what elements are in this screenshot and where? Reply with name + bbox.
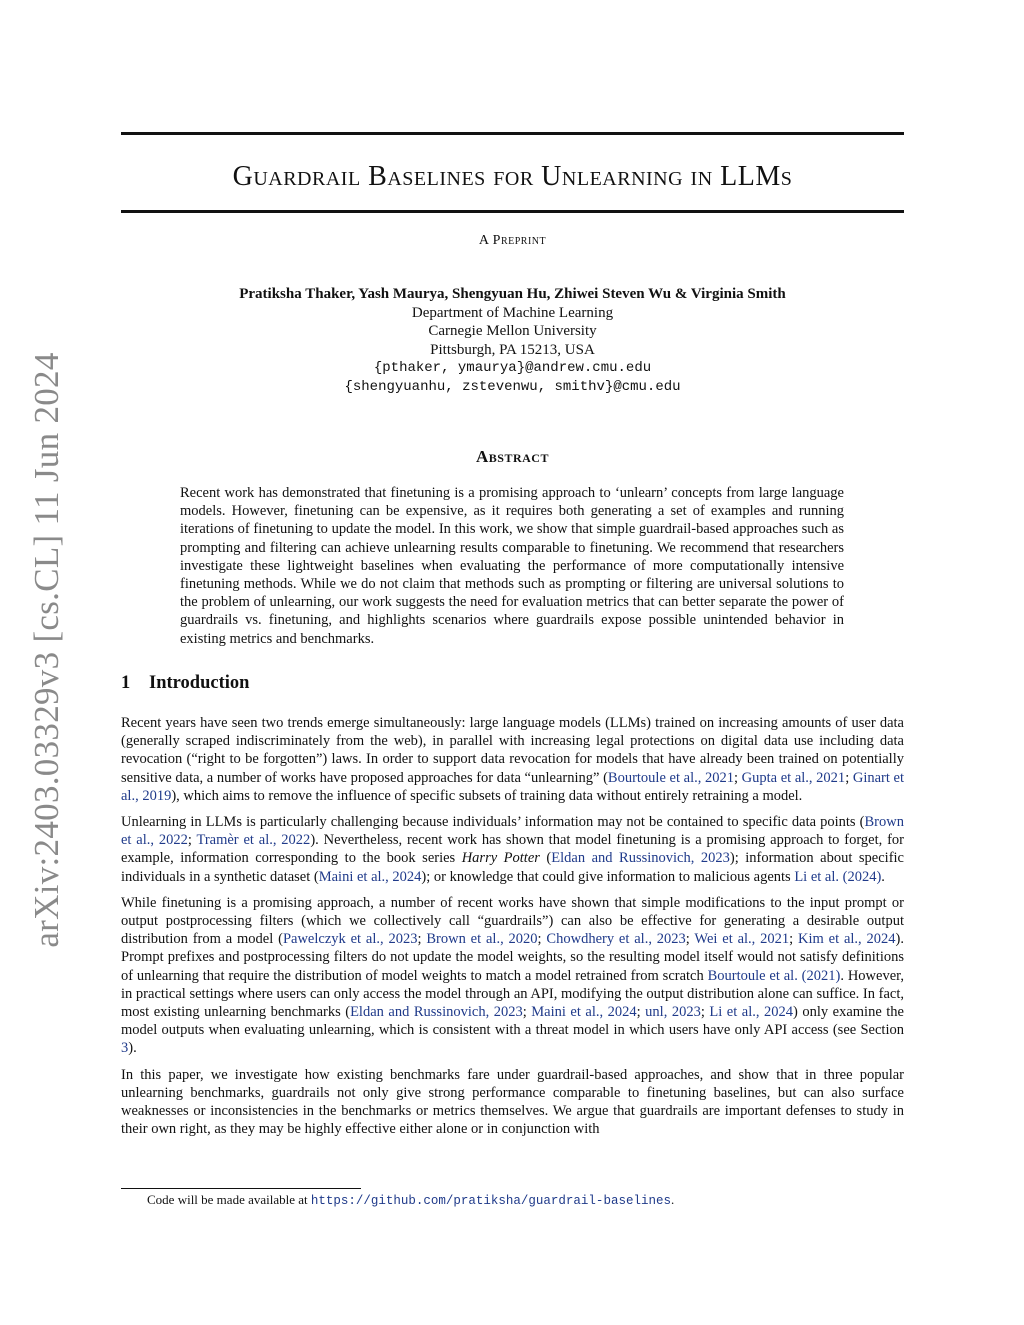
section-title: Introduction <box>149 673 250 693</box>
title-rule-bottom <box>121 210 904 213</box>
author-block <box>121 285 904 396</box>
text-run: ; <box>636 1004 646 1021</box>
text-run: ; <box>417 931 427 948</box>
text-run: ( <box>539 850 552 867</box>
text-run: . However, in practical settings where users can only access the model through an API, modifying the output distribution alone can suffice. In fact, most existing unlearning benchmarks ( <box>121 967 905 1021</box>
author-email-1: {pthaker, ymaurya}@andrew.cmu.edu <box>373 360 652 376</box>
paragraph-3 <box>121 894 904 1058</box>
footnote-end: . <box>670 1192 675 1207</box>
citation-link[interactable]: Wei et al., 2021 <box>694 931 790 948</box>
author-department: Department of Machine Learning <box>411 304 614 321</box>
citation-link[interactable]: Li et al. (2024) <box>794 868 882 885</box>
text-run: Unlearning in LLMs is particularly challenging because individuals’ information may not be contained to specific data points ( <box>121 814 865 831</box>
text-run: ; <box>733 769 742 786</box>
text-run: Recent years have seen two trends emerge simultaneously: large language models (LLMs) trained on increasing amounts of user data (generally scraped indiscriminately from the web), in parallel with increasing legal protections on digital data use including data revocation (“right to be forgotten”) laws. In order to support data revocation for models that have already been trained on potentially sensitive data, a number of works have proposed approaches for data “unlearning” ( <box>121 715 904 786</box>
author-university: Carnegie Mellon University <box>428 323 597 339</box>
text-run: . <box>881 868 885 885</box>
text-run: In this paper, we investigate how existing benchmarks fare under guardrail-based approaches, and show that in three popular unlearning benchmarks, guardrails not only give strong performance comparable to finetuning baselines, but can also surface weaknesses or inconsistencies in the benchmarks or metrics themselves. We argue that guardrails are important defenses to study in their own right, as they may be highly effective either alone or in conjunction with <box>121 1066 904 1138</box>
text-run: ; <box>537 931 547 948</box>
text-run: ) only examine the model outputs when evaluating unlearning, which is consistent with a threat model in which users have only API access (see Section <box>121 1004 904 1039</box>
citation-link[interactable]: Eldan and Russinovich, 2023 <box>350 1004 523 1021</box>
section-number: 1 <box>121 673 131 693</box>
text-run: ; <box>522 1004 532 1021</box>
section-heading-introduction <box>121 673 249 694</box>
citation-link[interactable]: Chowdhery et al., 2023 <box>546 931 686 948</box>
text-run: ). <box>128 1040 137 1057</box>
footnote-rule <box>121 1188 361 1189</box>
text-run: ). Nevertheless, recent work has shown that model finetuning is a promising approach to forget, for example, information corresponding to the book series <box>121 832 904 867</box>
author-location: Pittsburgh, PA 15213, USA <box>430 341 595 358</box>
citation-link[interactable]: Maini et al., 2024 <box>531 1004 637 1021</box>
paper-title: Guardrail Baselines for Unlearning in LLMs <box>232 161 793 192</box>
citation-link[interactable]: Li et al., 2024 <box>709 1004 793 1021</box>
citation-link[interactable]: Brown et al., 2020 <box>426 931 538 948</box>
text-run: ; <box>685 931 695 948</box>
author-names: Pratiksha Thaker, Yash Maurya, Shengyuan Hu, Zhiwei Steven Wu & Virginia Smith <box>239 286 786 302</box>
text-run: ; <box>789 931 799 948</box>
text-run: ; <box>845 769 853 786</box>
preprint-label: A Preprint <box>478 233 547 248</box>
citation-link[interactable]: Bourtoule et al. (2021) <box>707 967 841 984</box>
paragraph-4 <box>121 1066 904 1139</box>
citation-link[interactable]: Maini et al., 2024 <box>318 868 422 885</box>
footnote-text: Code will be made available at <box>147 1192 311 1207</box>
footnote <box>147 1192 674 1209</box>
citation-link[interactable]: Gupta et al., 2021 <box>741 769 846 786</box>
citation-link[interactable]: Kim et al., 2024 <box>798 931 896 948</box>
text-run: ; <box>700 1004 710 1021</box>
citation-link[interactable]: Eldan and Russinovich, 2023 <box>551 850 730 867</box>
title-rule-top <box>121 132 904 135</box>
text-run: ); information about specific individuals in a synthetic dataset ( <box>121 850 904 885</box>
paragraph-1 <box>121 714 904 805</box>
citation-link[interactable]: Tramèr et al., 2022 <box>196 832 311 849</box>
citation-link[interactable]: Brown et al., 2022 <box>121 814 904 849</box>
paragraph-2 <box>121 813 904 886</box>
author-email-2: {shengyuanhu, zstevenwu, smithv}@cmu.edu <box>344 378 681 395</box>
abstract-text: Recent work has demonstrated that finetuning is a promising approach to ‘unlearn’ concepts from large language models. However, finetuning can be expensive, as it requires both generating a set of examples and running iterations of finetuning to update the model. In this work, we show that simple guardrail-based approaches such as prompting and filtering can achieve unlearning results comparable to finetuning. We recommend that researchers investigate these lightweight baselines when evaluating the performance of more computationally intensive finetuning methods. While we do not claim that methods such as prompting or filtering are universal solutions to the problem of unlearning, our work suggests the need for evaluation metrics that can better separate the power of guardrails vs. finetuning, and highlights scenarios where guardrails expose possible unintended behavior in existing metrics and benchmarks. <box>180 485 844 647</box>
citation-link[interactable]: Ginart et al., 2019 <box>121 769 905 804</box>
arxiv-stamp: arXiv:2403.03329v3 [cs.CL] 11 Jun 2024 <box>27 352 66 948</box>
citation-link[interactable]: unl, 2023 <box>645 1004 701 1021</box>
book-title: Harry Potter <box>461 850 540 867</box>
text-run: While finetuning is a promising approach, a number of recent works have shown that simple modifications to the input prompt or output postprocessing filters (which we collectively call “guardrails”) can also be effective for generating a desirable output distribution from a model ( <box>121 894 904 948</box>
footnote-url-link[interactable]: https://github.com/pratiksha/guardrail-baselines <box>310 1194 671 1208</box>
text-run: ). Prompt prefixes and postprocessing filters do not update the model weights, so the resulting model itself would not satisfy definitions of unlearning that require the distribution of model weights to match a model retrained from scratch <box>121 931 904 984</box>
abstract-heading: Abstract <box>476 447 549 466</box>
citation-link[interactable]: Bourtoule et al., 2021 <box>607 769 734 786</box>
section-reference-link[interactable]: 3 <box>121 1040 129 1057</box>
citation-link[interactable]: Pawelczyk et al., 2023 <box>282 931 418 948</box>
introduction-body <box>121 714 904 1146</box>
text-run: ; <box>187 832 197 849</box>
text-run: ); or knowledge that could give information to malicious agents <box>421 868 795 885</box>
text-run: ), which aims to remove the influence of specific subsets of training data without entirely retraining a model. <box>171 787 803 804</box>
